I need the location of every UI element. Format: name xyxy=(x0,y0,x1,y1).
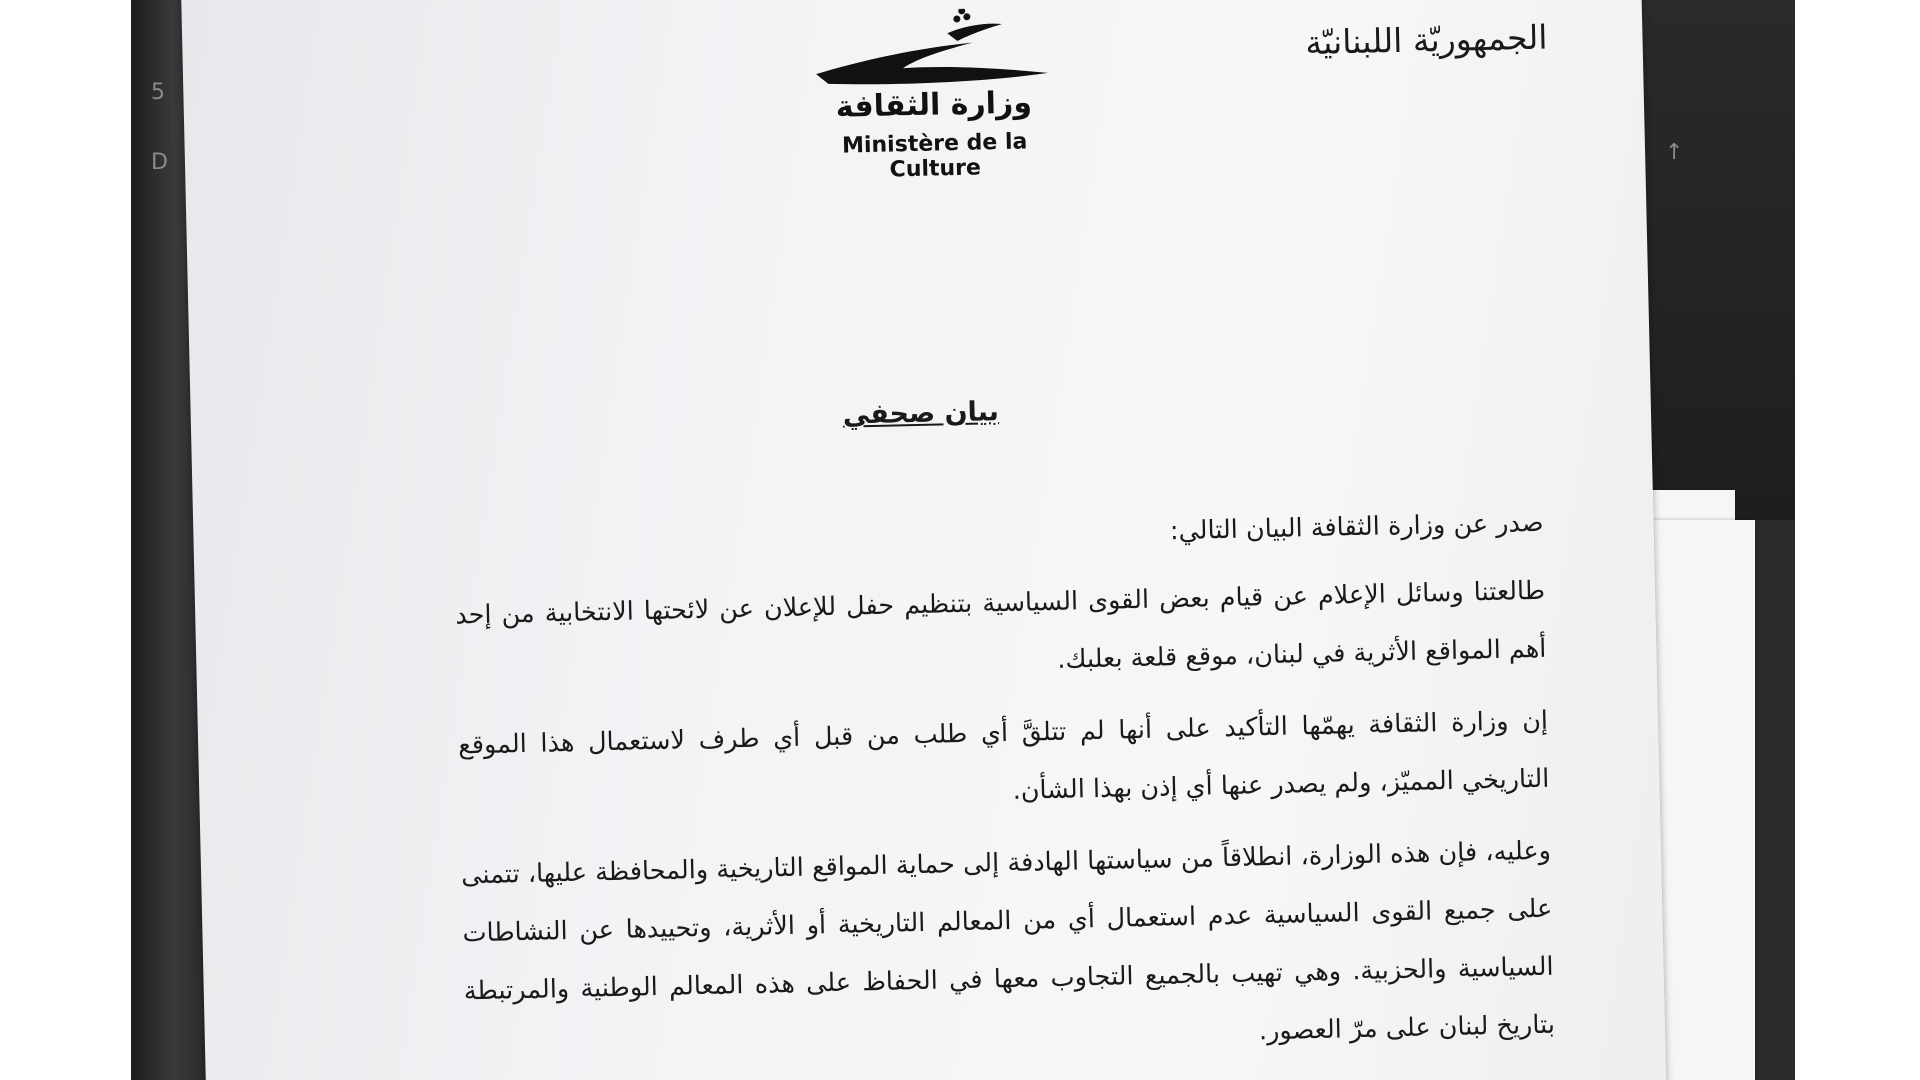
ministry-logo xyxy=(797,6,1071,183)
logo-french-name: Ministère de la Culture xyxy=(841,129,1028,183)
arrow-up-icon: ↑ xyxy=(1665,140,1684,165)
ministry-boat-logo-icon xyxy=(797,6,1069,92)
paragraph-1: طالعتنا وسائل الإعلام عن قيام بعض القوى السياسية بتنظيم حفل للإعلان عن لائحتها الانتخابية من إحد أهم المواقع الأثرية في لبنان، موقع قلعة بعلبك. xyxy=(454,575,1547,675)
document-sheet xyxy=(181,0,1666,1080)
key-glyph: 5 xyxy=(151,80,165,105)
logo-arabic-name: وزارة الثقافة xyxy=(835,85,1033,125)
republic-heading: الجمهوريّة اللبنانيّة xyxy=(1304,17,1548,63)
key-glyph: D xyxy=(151,150,168,175)
intro-line: صدر عن وزارة الثقافة البيان التالي: xyxy=(1169,507,1544,547)
paragraph-2: إن وزارة الثقافة يهمّها التأكيد على أنها لم تتلقَّ أي طلب من قبل أي طرف لاستعمال هذا الموقع التاريخي المميّز، ولم يصدر عنها أي إذن بهذا الشأن. xyxy=(457,705,1550,806)
document-title: بيان صحفي xyxy=(842,396,1000,431)
paragraph-3: وعليه، فإن هذه الوزارة، انطلاقاً من سياستها الهادفة إلى حماية المواقع التاريخية والمحافظة عليها، تتمنى على جميع القوى السياسية عدم استعمال أي من المعالم التاريخية أو الأثرية، وتحييدها عن النشاطات السياسية والحزبية. وهي تهيب بالجميع التجاوب معها في الحفاظ على هذه المعالم الوطنية والمرتبطة بتاريخ لبنان على مرّ العصور. xyxy=(460,835,1556,1047)
photo-frame xyxy=(131,0,1795,1080)
